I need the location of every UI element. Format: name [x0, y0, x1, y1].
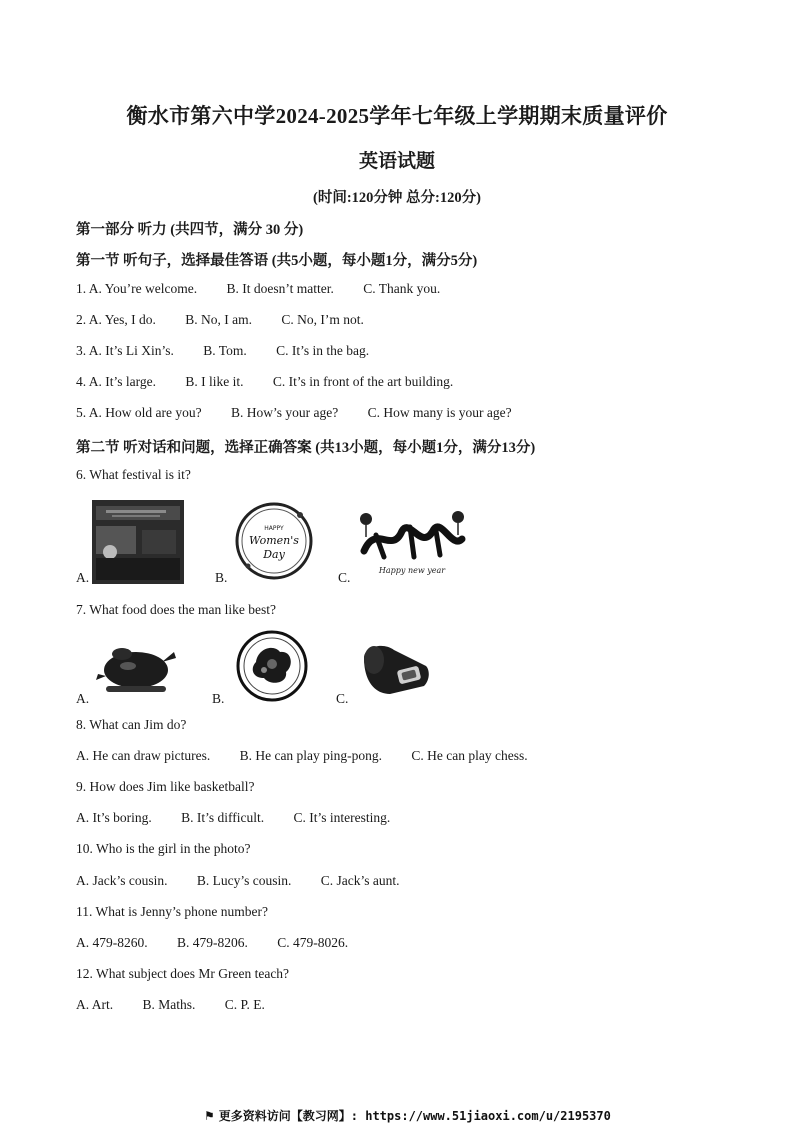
- question-10: 10. Who is the girl in the photo?: [76, 841, 251, 856]
- question-10-options: [76, 873, 400, 889]
- womens-day-picture: [232, 500, 316, 582]
- question-11-options: [76, 935, 348, 951]
- option-11a: A. 479-8260.: [76, 935, 148, 950]
- option-4c: C. It’s in front of the art building.: [272, 374, 454, 389]
- question-12-options: [76, 997, 265, 1013]
- option-11b: B. 479-8206.: [177, 935, 248, 950]
- time-info: (时间:120分钟 总分:120分): [313, 190, 481, 206]
- option-2a: 2. A. Yes, I do.: [76, 312, 156, 327]
- bread-loaf-picture: [360, 640, 432, 696]
- option-12b: B. Maths.: [142, 997, 196, 1012]
- option-1c: C. Thank you.: [363, 281, 441, 296]
- footer-link[interactable]: [204, 1107, 611, 1124]
- option-1b: B. It doesn’t matter.: [226, 281, 334, 296]
- roast-chicken-picture: [92, 636, 178, 696]
- option-8a: A. He can draw pictures.: [76, 748, 211, 763]
- question-3: [76, 343, 369, 359]
- part1-heading: 第一部分 听力 (共四节，满分 30 分): [76, 222, 304, 238]
- option-5c: C. How many is your age?: [367, 405, 512, 420]
- question-9: 9. How does Jim like basketball?: [76, 779, 255, 794]
- question-12: 12. What subject does Mr Green teach?: [76, 966, 290, 981]
- new-year-picture: [356, 505, 468, 577]
- exam-subtitle: 英语试题: [358, 151, 435, 172]
- option-9a: A. It’s boring.: [76, 810, 152, 825]
- poster-picture: [92, 500, 184, 584]
- new-year-text: Happy new year: [378, 566, 446, 575]
- option-9c: C. It’s interesting.: [293, 810, 391, 825]
- question-6: 6. What festival is it?: [76, 467, 191, 482]
- exam-title: 衡水市第六中学2024-2025学年七年级上学期期末质量评价: [126, 104, 668, 128]
- option-10b: B. Lucy’s cousin.: [196, 873, 292, 888]
- section2-heading: 第二节 听对话和问题，选择正确答案 (共13小题，每小题1分，满分13分): [76, 440, 536, 456]
- question-7: 7. What food does the man like best?: [76, 602, 276, 617]
- option-8c: C. He can play chess.: [411, 748, 528, 763]
- option-5a: 5. A. How old are you?: [76, 405, 202, 420]
- option-10a: A. Jack’s cousin.: [76, 873, 168, 888]
- question-8-options: [76, 748, 528, 764]
- option-5b: B. How’s your age?: [230, 405, 339, 420]
- question-1: [76, 281, 440, 297]
- womens-day-happy-text: HAPPY: [264, 525, 284, 532]
- womens-day-main-text: Women's: [249, 534, 299, 547]
- flag-icon: ⚑: [204, 1109, 215, 1123]
- salad-plate-picture: [234, 628, 310, 704]
- section1-heading: 第一节 听句子，选择最佳答语 (共5小题，每小题1分，满分5分): [76, 253, 478, 269]
- q7-label-c: C.: [336, 691, 349, 706]
- q6-label-a: A.: [76, 570, 90, 585]
- q6-label-c: C.: [338, 570, 351, 585]
- question-2: [76, 312, 364, 328]
- option-9b: B. It’s difficult.: [181, 810, 265, 825]
- option-8b: B. He can play ping-pong.: [239, 748, 383, 763]
- option-12c: C. P. E.: [224, 997, 265, 1012]
- option-4b: B. I like it.: [185, 374, 244, 389]
- option-2b: B. No, I am.: [185, 312, 253, 327]
- womens-day-day-text: Day: [263, 548, 285, 561]
- option-11c: C. 479-8026.: [277, 935, 349, 950]
- question-11: 11. What is Jenny’s phone number?: [76, 904, 268, 919]
- question-9-options: [76, 810, 390, 826]
- q7-label-a: A.: [76, 691, 90, 706]
- option-10c: C. Jack’s aunt.: [320, 873, 400, 888]
- question-5: [76, 405, 512, 421]
- footer-text: 更多资料访问【教习网】: https://www.51jiaoxi.com/u/2195370: [218, 1109, 611, 1123]
- option-4a: 4. A. It’s large.: [76, 374, 156, 389]
- q6-label-b: B.: [215, 570, 228, 585]
- question-4: [76, 374, 453, 390]
- option-3a: 3. A. It’s Li Xin’s.: [76, 343, 174, 358]
- option-1a: 1. A. You’re welcome.: [76, 281, 198, 296]
- option-3b: B. Tom.: [203, 343, 247, 358]
- q7-label-b: B.: [212, 691, 225, 706]
- question-8: 8. What can Jim do?: [76, 717, 187, 732]
- option-3c: C. It’s in the bag.: [276, 343, 370, 358]
- option-12a: A. Art.: [76, 997, 114, 1012]
- option-2c: C. No, I’m not.: [281, 312, 364, 327]
